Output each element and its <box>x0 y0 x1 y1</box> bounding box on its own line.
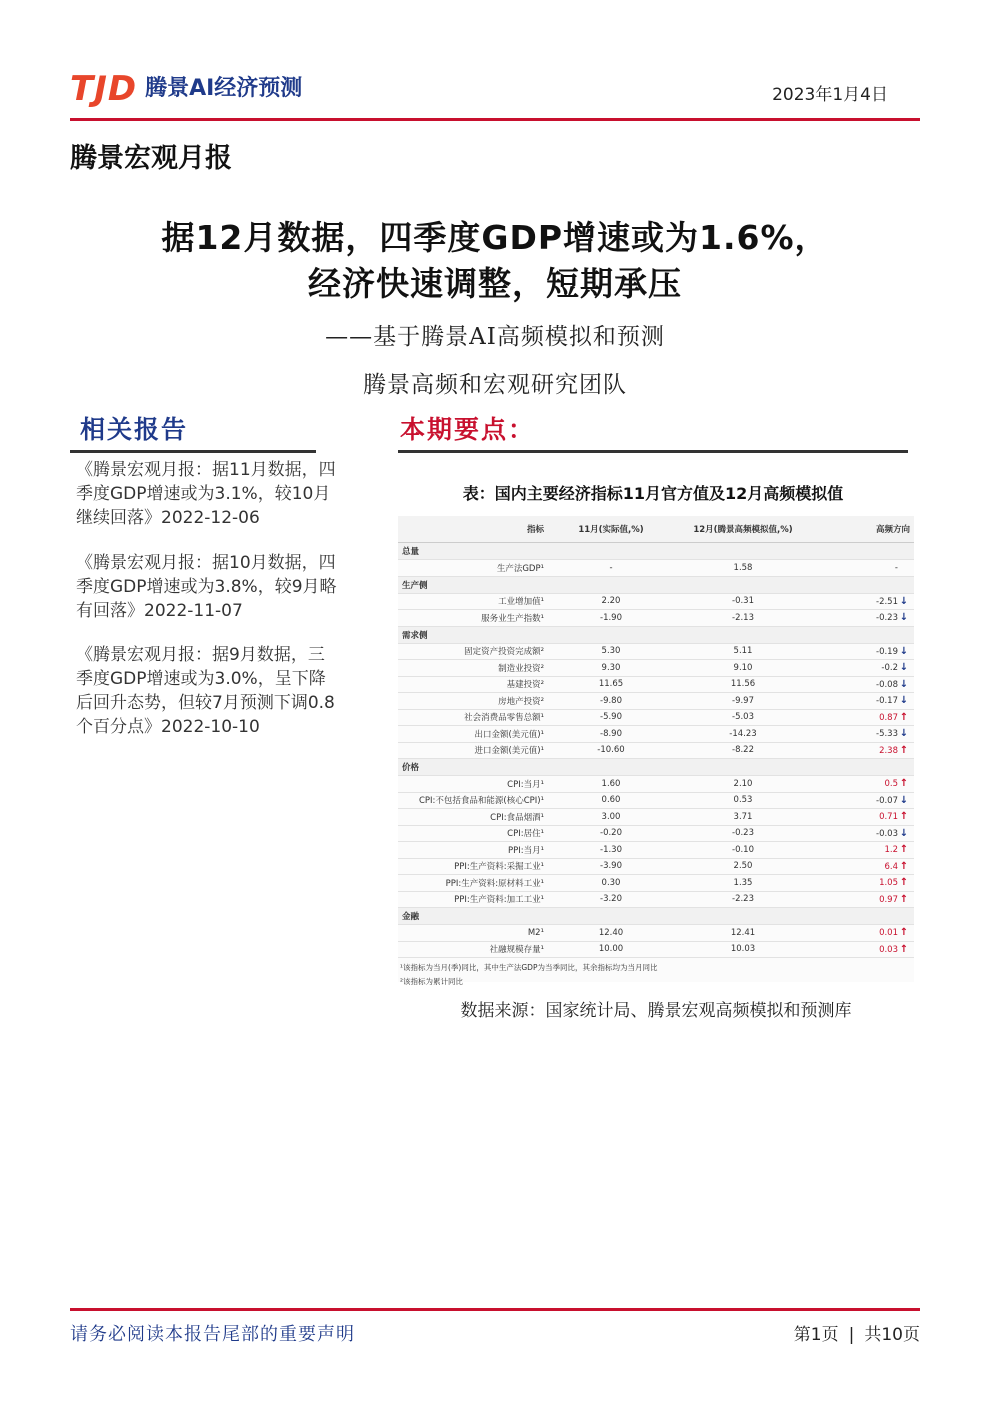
nov-actual-value: -10.60 <box>550 742 672 759</box>
change-value: 1.05 <box>879 878 898 889</box>
related-reports-heading: 相关报告 <box>80 415 189 444</box>
table-row <box>398 825 914 842</box>
nov-actual-value: -3.90 <box>550 858 672 875</box>
change-value: 0.97 <box>879 894 898 905</box>
dec-simulated-value: -5.03 <box>672 709 814 726</box>
indicator-name: 固定资产投资完成额² <box>398 643 550 660</box>
table-row <box>398 891 914 908</box>
arrow-down-icon: ↓ <box>899 695 909 707</box>
direction-cell <box>814 875 914 892</box>
indicator-name: 服务业生产指数¹ <box>398 610 550 627</box>
direction-cell <box>814 891 914 908</box>
direction-cell <box>814 643 914 660</box>
table-row <box>398 726 914 743</box>
table-caption: 表：国内主要经济指标11月官方值及12月高频模拟值 <box>462 484 844 503</box>
indicator-table <box>398 516 914 958</box>
header-divider <box>70 118 920 121</box>
category-label: 生产侧 <box>398 576 914 593</box>
column-header: 12月(腾景高频模拟值,%) <box>672 516 814 543</box>
column-header: 高频方向 <box>814 516 914 543</box>
direction-cell <box>814 925 914 942</box>
disclaimer-note: 请务必阅读本报告尾部的重要声明 <box>70 1324 355 1345</box>
table-note: ²该指标为累计同比 <box>400 977 464 986</box>
direction-cell <box>814 776 914 793</box>
dec-simulated-value: -0.23 <box>672 825 814 842</box>
change-value: -0.17 <box>876 696 898 707</box>
indicator-name: CPI:居住¹ <box>398 825 550 842</box>
indicator-name: PPI:当月¹ <box>398 842 550 859</box>
table-row <box>398 643 914 660</box>
nov-actual-value: -1.90 <box>550 610 672 627</box>
change-value: 0.5 <box>884 779 898 790</box>
arrow-up-icon: ↑ <box>899 778 909 790</box>
nov-actual-value: -8.90 <box>550 726 672 743</box>
nov-actual-value: 9.30 <box>550 660 672 677</box>
change-value: 0.03 <box>879 944 898 955</box>
table-row <box>398 941 914 958</box>
arrow-up-icon: ↑ <box>899 893 909 905</box>
dec-simulated-value: -0.10 <box>672 842 814 859</box>
direction-cell <box>814 610 914 627</box>
change-value: -0.2 <box>881 663 898 674</box>
indicator-name: 基建投资² <box>398 676 550 693</box>
change-value: 6.4 <box>884 861 898 872</box>
main-title-line1: 据12月数据，四季度GDP增速或为1.6%， <box>161 218 829 257</box>
column-header: 11月(实际值,%) <box>550 516 672 543</box>
indicator-name: 社会消费品零售总额¹ <box>398 709 550 726</box>
table-row <box>398 842 914 859</box>
change-value: -2.51 <box>876 596 898 607</box>
related-report-link[interactable]: 《腾景宏观月报：据10月数据，四季度GDP增速或为3.8%，较9月略有回落》2022-11-07 <box>76 553 337 621</box>
indicator-table-container <box>398 516 914 986</box>
table-row <box>398 709 914 726</box>
arrow-down-icon: ↓ <box>899 662 909 674</box>
table-row <box>398 925 914 942</box>
logo-mark: TJD <box>70 69 138 109</box>
table-row <box>398 693 914 710</box>
dec-simulated-value: 10.03 <box>672 941 814 958</box>
dec-simulated-value: -0.31 <box>672 593 814 610</box>
category-label: 需求侧 <box>398 626 914 643</box>
nov-actual-value: 5.30 <box>550 643 672 660</box>
change-value: -0.03 <box>876 828 898 839</box>
direction-cell <box>814 726 914 743</box>
table-row <box>398 809 914 826</box>
nov-actual-value: 1.60 <box>550 776 672 793</box>
dec-simulated-value: 9.10 <box>672 660 814 677</box>
indicator-name: CPI:当月¹ <box>398 776 550 793</box>
highlights-divider <box>398 450 908 453</box>
nov-actual-value: -1.30 <box>550 842 672 859</box>
series-title: 腾景宏观月报 <box>70 143 232 174</box>
related-report-link[interactable]: 《腾景宏观月报：据11月数据，四季度GDP增速或为3.1%，较10月继续回落》2022-12-06 <box>76 460 336 528</box>
change-value: -0.08 <box>876 679 898 690</box>
arrow-up-icon: ↑ <box>899 811 909 823</box>
main-title-line2: 经济快速调整，短期承压 <box>308 264 682 303</box>
direction-cell <box>814 560 914 577</box>
direction-cell <box>814 842 914 859</box>
dec-simulated-value: 12.41 <box>672 925 814 942</box>
column-header: 指标 <box>398 516 550 543</box>
brand-logo <box>70 69 303 109</box>
direction-cell <box>814 676 914 693</box>
nov-actual-value: 0.30 <box>550 875 672 892</box>
indicator-name: 社融规模存量¹ <box>398 941 550 958</box>
nov-actual-value: -3.20 <box>550 891 672 908</box>
nov-actual-value: -5.90 <box>550 709 672 726</box>
page-number: 第1页 <box>793 1325 839 1345</box>
arrow-down-icon: ↓ <box>899 728 909 740</box>
indicator-name: CPI:不包括食品和能源(核心CPI)¹ <box>398 792 550 809</box>
page-separator: | <box>848 1325 855 1345</box>
arrow-down-icon: ↓ <box>899 678 909 690</box>
direction-cell <box>814 792 914 809</box>
direction-cell <box>814 693 914 710</box>
indicator-name: 进口金额(美元值)¹ <box>398 742 550 759</box>
dec-simulated-value: 1.58 <box>672 560 814 577</box>
indicator-name: 房地产投资² <box>398 693 550 710</box>
direction-cell <box>814 941 914 958</box>
dec-simulated-value: -8.22 <box>672 742 814 759</box>
indicator-name: 生产法GDP¹ <box>398 560 550 577</box>
page-indicator <box>794 1320 920 1345</box>
nov-actual-value: 11.65 <box>550 676 672 693</box>
arrow-up-icon: ↑ <box>899 943 909 955</box>
category-label: 金融 <box>398 908 914 925</box>
related-reports-divider <box>70 450 316 453</box>
nov-actual-value: - <box>550 560 672 577</box>
table-category-row <box>398 576 914 593</box>
indicator-name: 工业增加值¹ <box>398 593 550 610</box>
logo-text: 腾景AI经济预测 <box>145 76 303 101</box>
direction-cell <box>814 593 914 610</box>
dec-simulated-value: -9.97 <box>672 693 814 710</box>
page-total: 共10页 <box>864 1325 920 1345</box>
table-category-row <box>398 543 914 560</box>
nov-actual-value: 0.60 <box>550 792 672 809</box>
change-value: -0.07 <box>876 795 898 806</box>
table-category-row <box>398 626 914 643</box>
dec-simulated-value: 2.10 <box>672 776 814 793</box>
direction-cell <box>814 858 914 875</box>
indicator-name: PPI:生产资料:采掘工业¹ <box>398 858 550 875</box>
table-row <box>398 776 914 793</box>
subtitle: ——基于腾景AI高频模拟和预测 <box>325 324 665 350</box>
arrow-up-icon: ↑ <box>899 711 909 723</box>
direction-cell <box>814 825 914 842</box>
change-value: -0.23 <box>876 613 898 624</box>
nov-actual-value: 12.40 <box>550 925 672 942</box>
table-row <box>398 676 914 693</box>
indicator-name: PPI:生产资料:原材料工业¹ <box>398 875 550 892</box>
direction-cell <box>814 709 914 726</box>
arrow-down-icon: ↓ <box>899 794 909 806</box>
direction-cell <box>814 660 914 677</box>
table-row <box>398 742 914 759</box>
arrow-down-icon: ↓ <box>899 645 909 657</box>
arrow-down-icon: ↓ <box>899 612 909 624</box>
nov-actual-value: -9.80 <box>550 693 672 710</box>
arrow-down-icon: ↓ <box>899 827 909 839</box>
table-row <box>398 792 914 809</box>
direction-cell <box>814 742 914 759</box>
arrow-up-icon: ↑ <box>899 744 909 756</box>
table-row <box>398 593 914 610</box>
footer-divider <box>70 1308 920 1311</box>
dec-simulated-value: 1.35 <box>672 875 814 892</box>
change-value: -0.19 <box>876 646 898 657</box>
category-label: 总量 <box>398 543 914 560</box>
dec-simulated-value: 0.53 <box>672 792 814 809</box>
dec-simulated-value: 3.71 <box>672 809 814 826</box>
indicator-name: 出口金额(美元值)¹ <box>398 726 550 743</box>
table-note: ¹该指标为当月(季)同比，其中生产法GDP为当季同比，其余指标均为当月同比 <box>400 963 658 972</box>
category-label: 价格 <box>398 759 914 776</box>
indicator-name: PPI:生产资料:加工工业¹ <box>398 891 550 908</box>
dec-simulated-value: -14.23 <box>672 726 814 743</box>
dec-simulated-value: 5.11 <box>672 643 814 660</box>
nov-actual-value: 3.00 <box>550 809 672 826</box>
nov-actual-value: -0.20 <box>550 825 672 842</box>
dec-simulated-value: 11.56 <box>672 676 814 693</box>
table-row <box>398 610 914 627</box>
table-category-row <box>398 908 914 925</box>
change-value: 0.87 <box>879 712 898 723</box>
dec-simulated-value: 2.50 <box>672 858 814 875</box>
highlights-heading: 本期要点： <box>400 415 536 444</box>
table-row <box>398 875 914 892</box>
table-row <box>398 560 914 577</box>
dec-simulated-value: -2.13 <box>672 610 814 627</box>
related-report-link[interactable]: 《腾景宏观月报：据9月数据，三季度GDP增速或为3.0%，呈下降后回升态势，但较7月预测下调0.8个百分点》2022-10-10 <box>76 645 335 737</box>
team-name: 腾景高频和宏观研究团队 <box>363 372 627 398</box>
indicator-name: M2¹ <box>398 925 550 942</box>
indicator-name: 制造业投资² <box>398 660 550 677</box>
dec-simulated-value: -2.23 <box>672 891 814 908</box>
table-body <box>398 543 914 958</box>
arrow-down-icon: ↓ <box>899 595 909 607</box>
table-header-row <box>398 516 914 543</box>
direction-cell <box>814 809 914 826</box>
report-date: 2023年1月4日 <box>772 85 888 105</box>
change-value: 1.2 <box>884 845 898 856</box>
table-category-row <box>398 759 914 776</box>
change-value: -5.33 <box>876 729 898 740</box>
change-value: 2.38 <box>879 745 898 756</box>
arrow-up-icon: ↑ <box>899 860 909 872</box>
change-value: - <box>894 562 898 573</box>
indicator-name: CPI:食品烟酒¹ <box>398 809 550 826</box>
table-row <box>398 858 914 875</box>
data-source: 数据来源：国家统计局、腾景宏观高频模拟和预测库 <box>460 1001 852 1021</box>
table-row <box>398 660 914 677</box>
arrow-up-icon: ↑ <box>899 927 909 939</box>
arrow-up-icon: ↑ <box>899 877 909 889</box>
change-value: 0.01 <box>879 928 898 939</box>
table-notes <box>398 958 914 989</box>
nov-actual-value: 2.20 <box>550 593 672 610</box>
change-value: 0.71 <box>879 812 898 823</box>
nov-actual-value: 10.00 <box>550 941 672 958</box>
arrow-up-icon: ↑ <box>899 844 909 856</box>
